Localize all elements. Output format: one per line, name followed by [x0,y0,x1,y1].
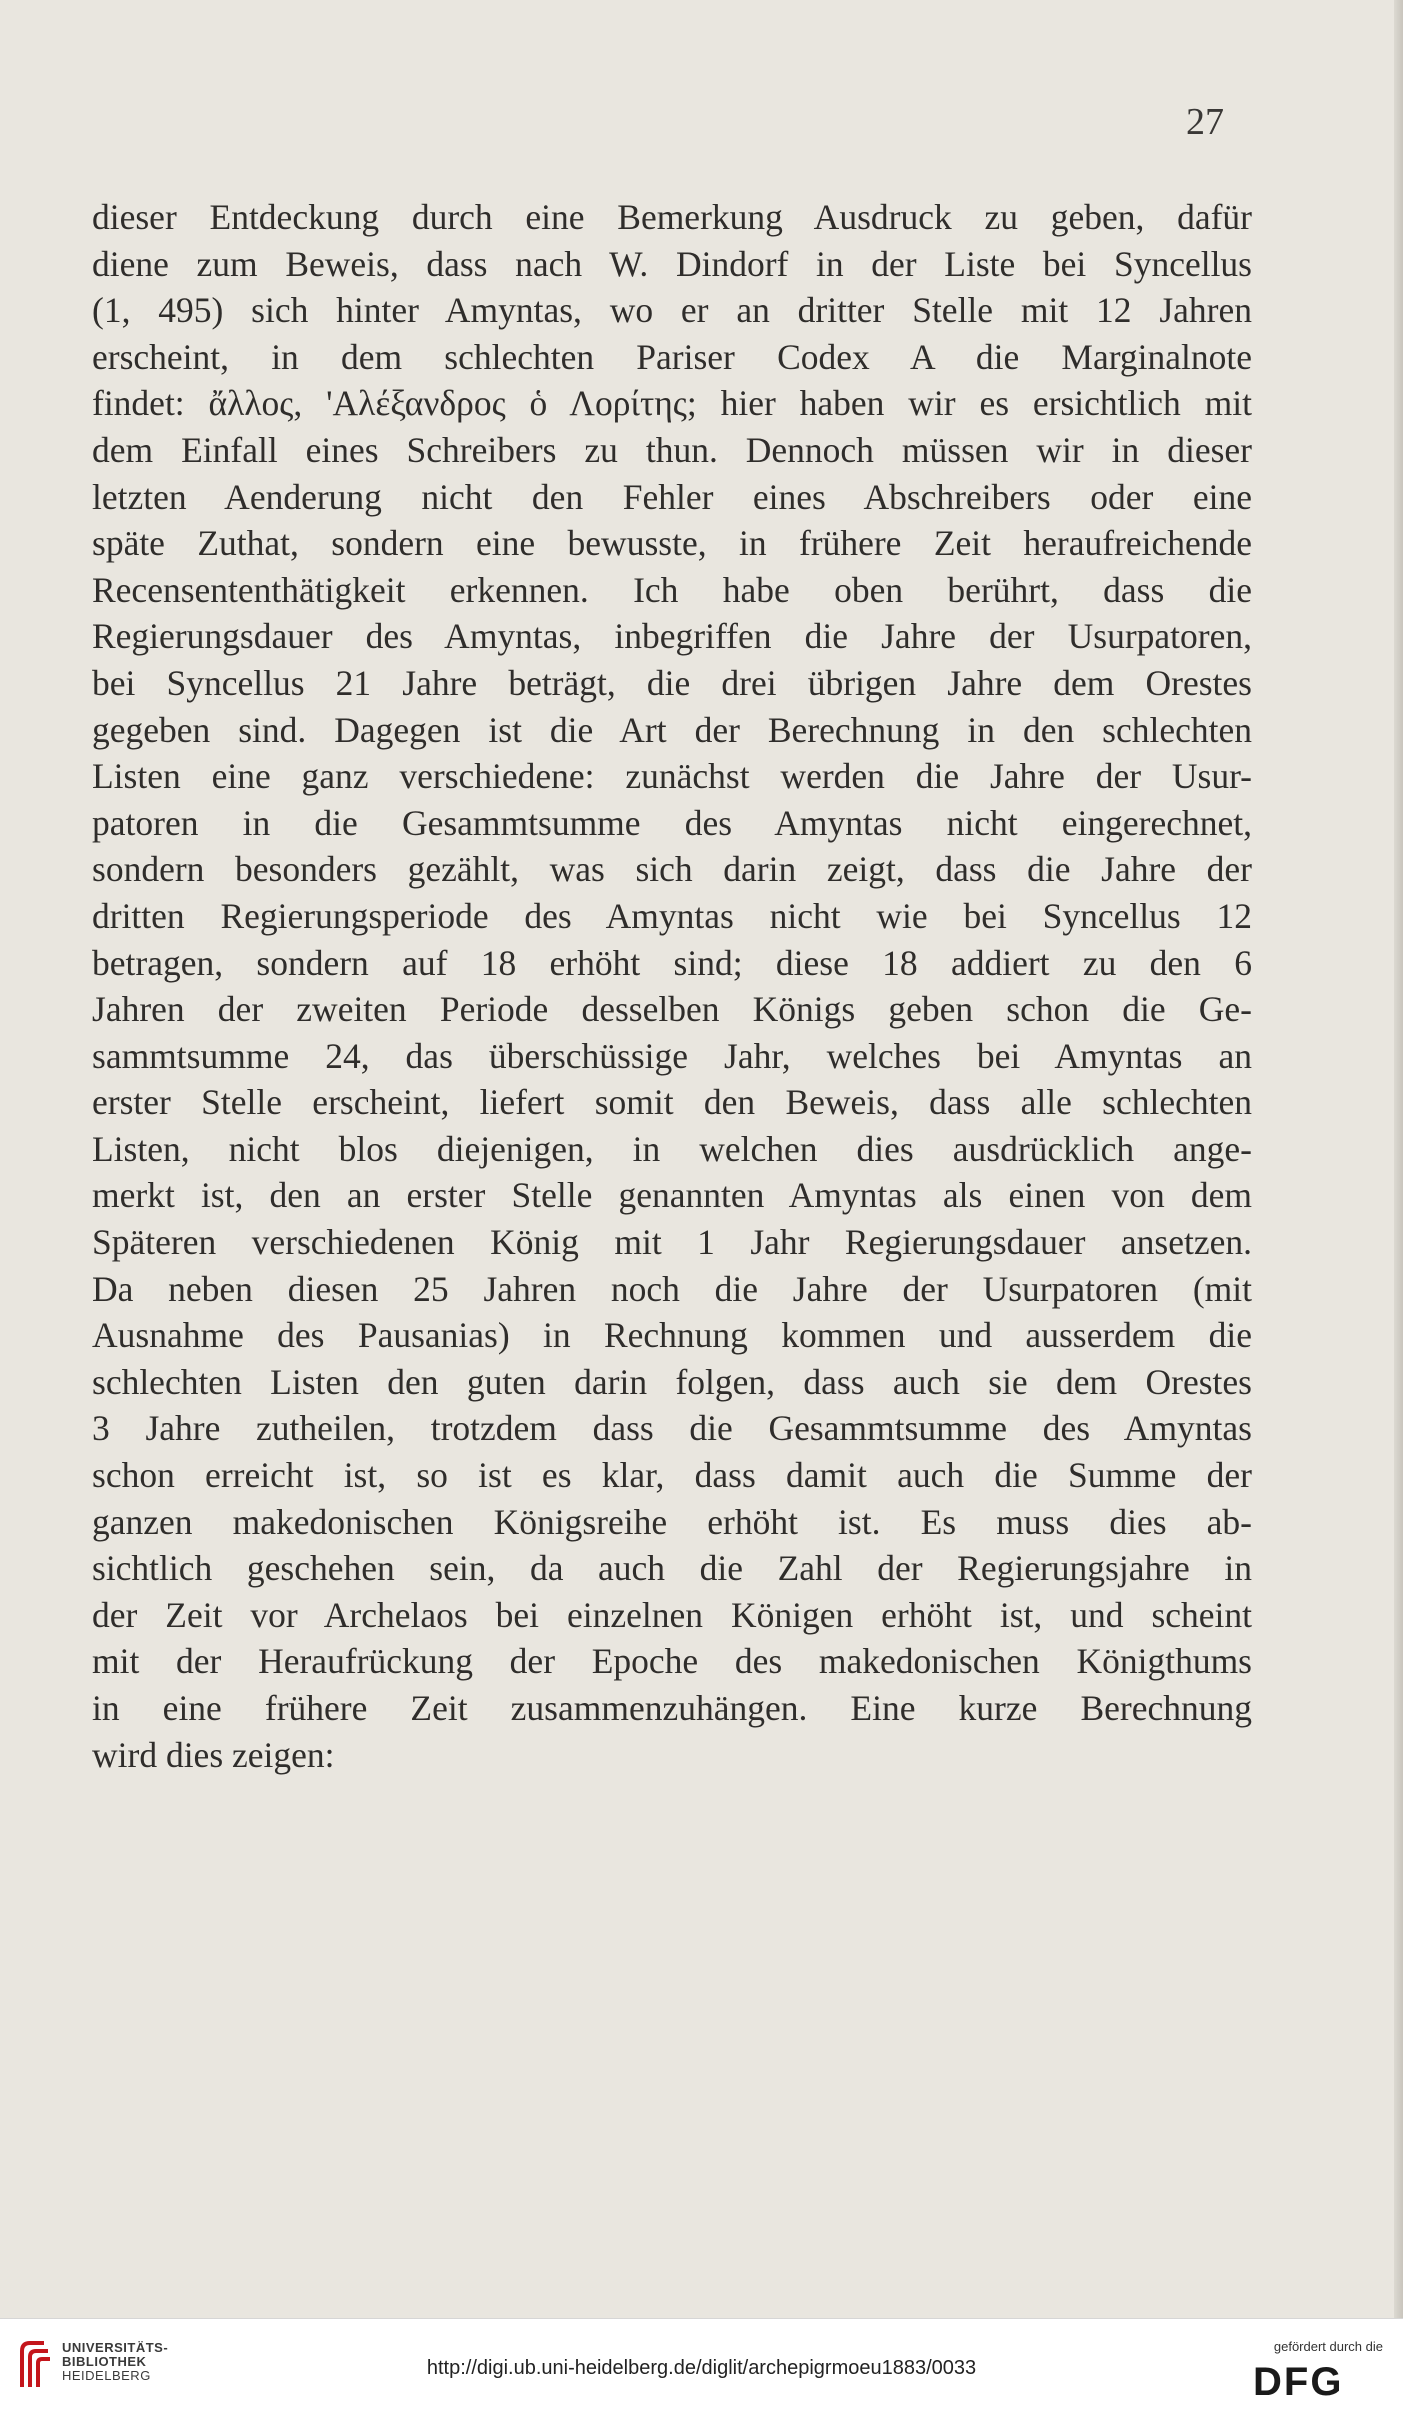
text-line: wird dies zeigen: [92,1734,335,1775]
text-line: dritten Regierungsperiode des Amyntas nicht wie bei Syncellus 12 [92,895,1252,936]
text-line: mit der Heraufrückung der Epoche des makedonischen Königthums [92,1641,1252,1682]
text-line: Da neben diesen 25 Jahren noch die Jahre der Usurpatoren (mit [92,1268,1252,1309]
text-line: (1, 495) sich hinter Amyntas, wo er an dritter Stelle mit 12 Jahren [92,290,1252,331]
text-line: in eine frühere Zeit zusammenzuhängen. Eine kurze Berechnung [92,1688,1252,1728]
text-line: dieser Entdeckung durch eine Bemerkung Ausdruck zu geben, dafür [92,197,1252,237]
text-line: Listen, nicht blos diejenigen, in welchen dies ausdrücklich ange- [92,1128,1252,1169]
text-line: findet: ἄλλος, 'Αλέξανδρος ὁ Λορίτης; hier haben wir es ersichtlich mit [92,383,1252,424]
text-line: diene zum Beweis, dass nach W. Dindorf in der Liste bei Syncellus [92,243,1252,284]
text-line: dem Einfall eines Schreibers zu thun. Dennoch müssen wir in dieser [92,429,1252,470]
page-number: 27 [1186,101,1224,143]
text-line: Jahren der zweiten Periode desselben Königs geben schon die Ge- [92,989,1252,1030]
text-line: ganzen makedonischen Königsreihe erhöht ist. Es muss dies ab- [92,1501,1252,1542]
dfg-logo-icon [1253,2361,1383,2399]
text-line: gegeben sind. Dagegen ist die Art der Berechnung in den schlechten [92,709,1252,750]
text-line: 3 Jahre zutheilen, trotzdem dass die Gesammtsumme des Amyntas [92,1408,1252,1449]
text-line: Späteren verschiedenen König mit 1 Jahr Regierungsdauer ansetzen. [92,1222,1252,1263]
text-line: schlechten Listen den guten darin folgen, dass auch sie dem Orestes [92,1361,1252,1402]
text-line: späte Zuthat, sondern eine bewusste, in frühere Zeit heraufreichende [92,523,1252,564]
body-text [92,194,1252,1778]
dfg-logo-text: DFG [1253,2361,1344,2399]
text-line: merkt ist, den an erster Stelle genannten Amyntas als einen von dem [92,1175,1252,1216]
text-line: Recensententhätigkeit erkennen. Ich habe oben berührt, dass die [92,569,1252,610]
funding-caption: gefördert durch die [1273,2339,1383,2354]
permalink-url[interactable]: http://digi.ub.uni-heidelberg.de/diglit/archepigrmoeu1883/0033 [426,2357,977,2379]
footer-bar [0,2318,1403,2417]
text-line: erster Stelle erscheint, liefert somit den Beweis, dass alle schlechten [92,1082,1252,1123]
text-line: der Zeit vor Archelaos bei einzelnen Königen erhöht ist, und scheint [92,1594,1252,1635]
text-line: schon erreicht ist, so ist es klar, dass damit auch die Summe der [92,1455,1252,1496]
text-line: Ausnahme des Pausanias) in Rechnung kommen und ausserdem die [92,1315,1252,1356]
text-line: sichtlich geschehen sein, da auch die Zahl der Regierungsjahre in [92,1548,1252,1589]
logo-line: UNIVERSITÄTS- [62,2340,169,2355]
text-line: Regierungsdauer des Amyntas, inbegriffen die Jahre der Usurpatoren, [92,616,1252,657]
text-line: patoren in die Gesammtsumme des Amyntas nicht eingerechnet, [92,802,1252,843]
text-line: Listen eine ganz verschiedene: zunächst werden die Jahre der Usur- [92,756,1252,797]
text-line: bei Syncellus 21 Jahre beträgt, die drei übrigen Jahre dem Orestes [92,662,1252,703]
logo-line: HEIDELBERG [62,2368,151,2383]
text-line: erscheint, in dem schlechten Pariser Codex A die Marginalnote [92,336,1252,377]
logo-line: BIBLIOTHEK [62,2354,147,2369]
text-line: betragen, sondern auf 18 erhöht sind; diese 18 addiert zu den 6 [92,942,1252,983]
text-line: sondern besonders gezählt, was sich darin zeigt, dass die Jahre der [92,849,1252,890]
page-edge [1394,0,1403,2318]
text-line: letzten Aenderung nicht den Fehler eines Abschreibers oder eine [92,476,1252,517]
text-line: sammtsumme 24, das überschüssige Jahr, welches bei Amyntas an [92,1035,1252,1076]
